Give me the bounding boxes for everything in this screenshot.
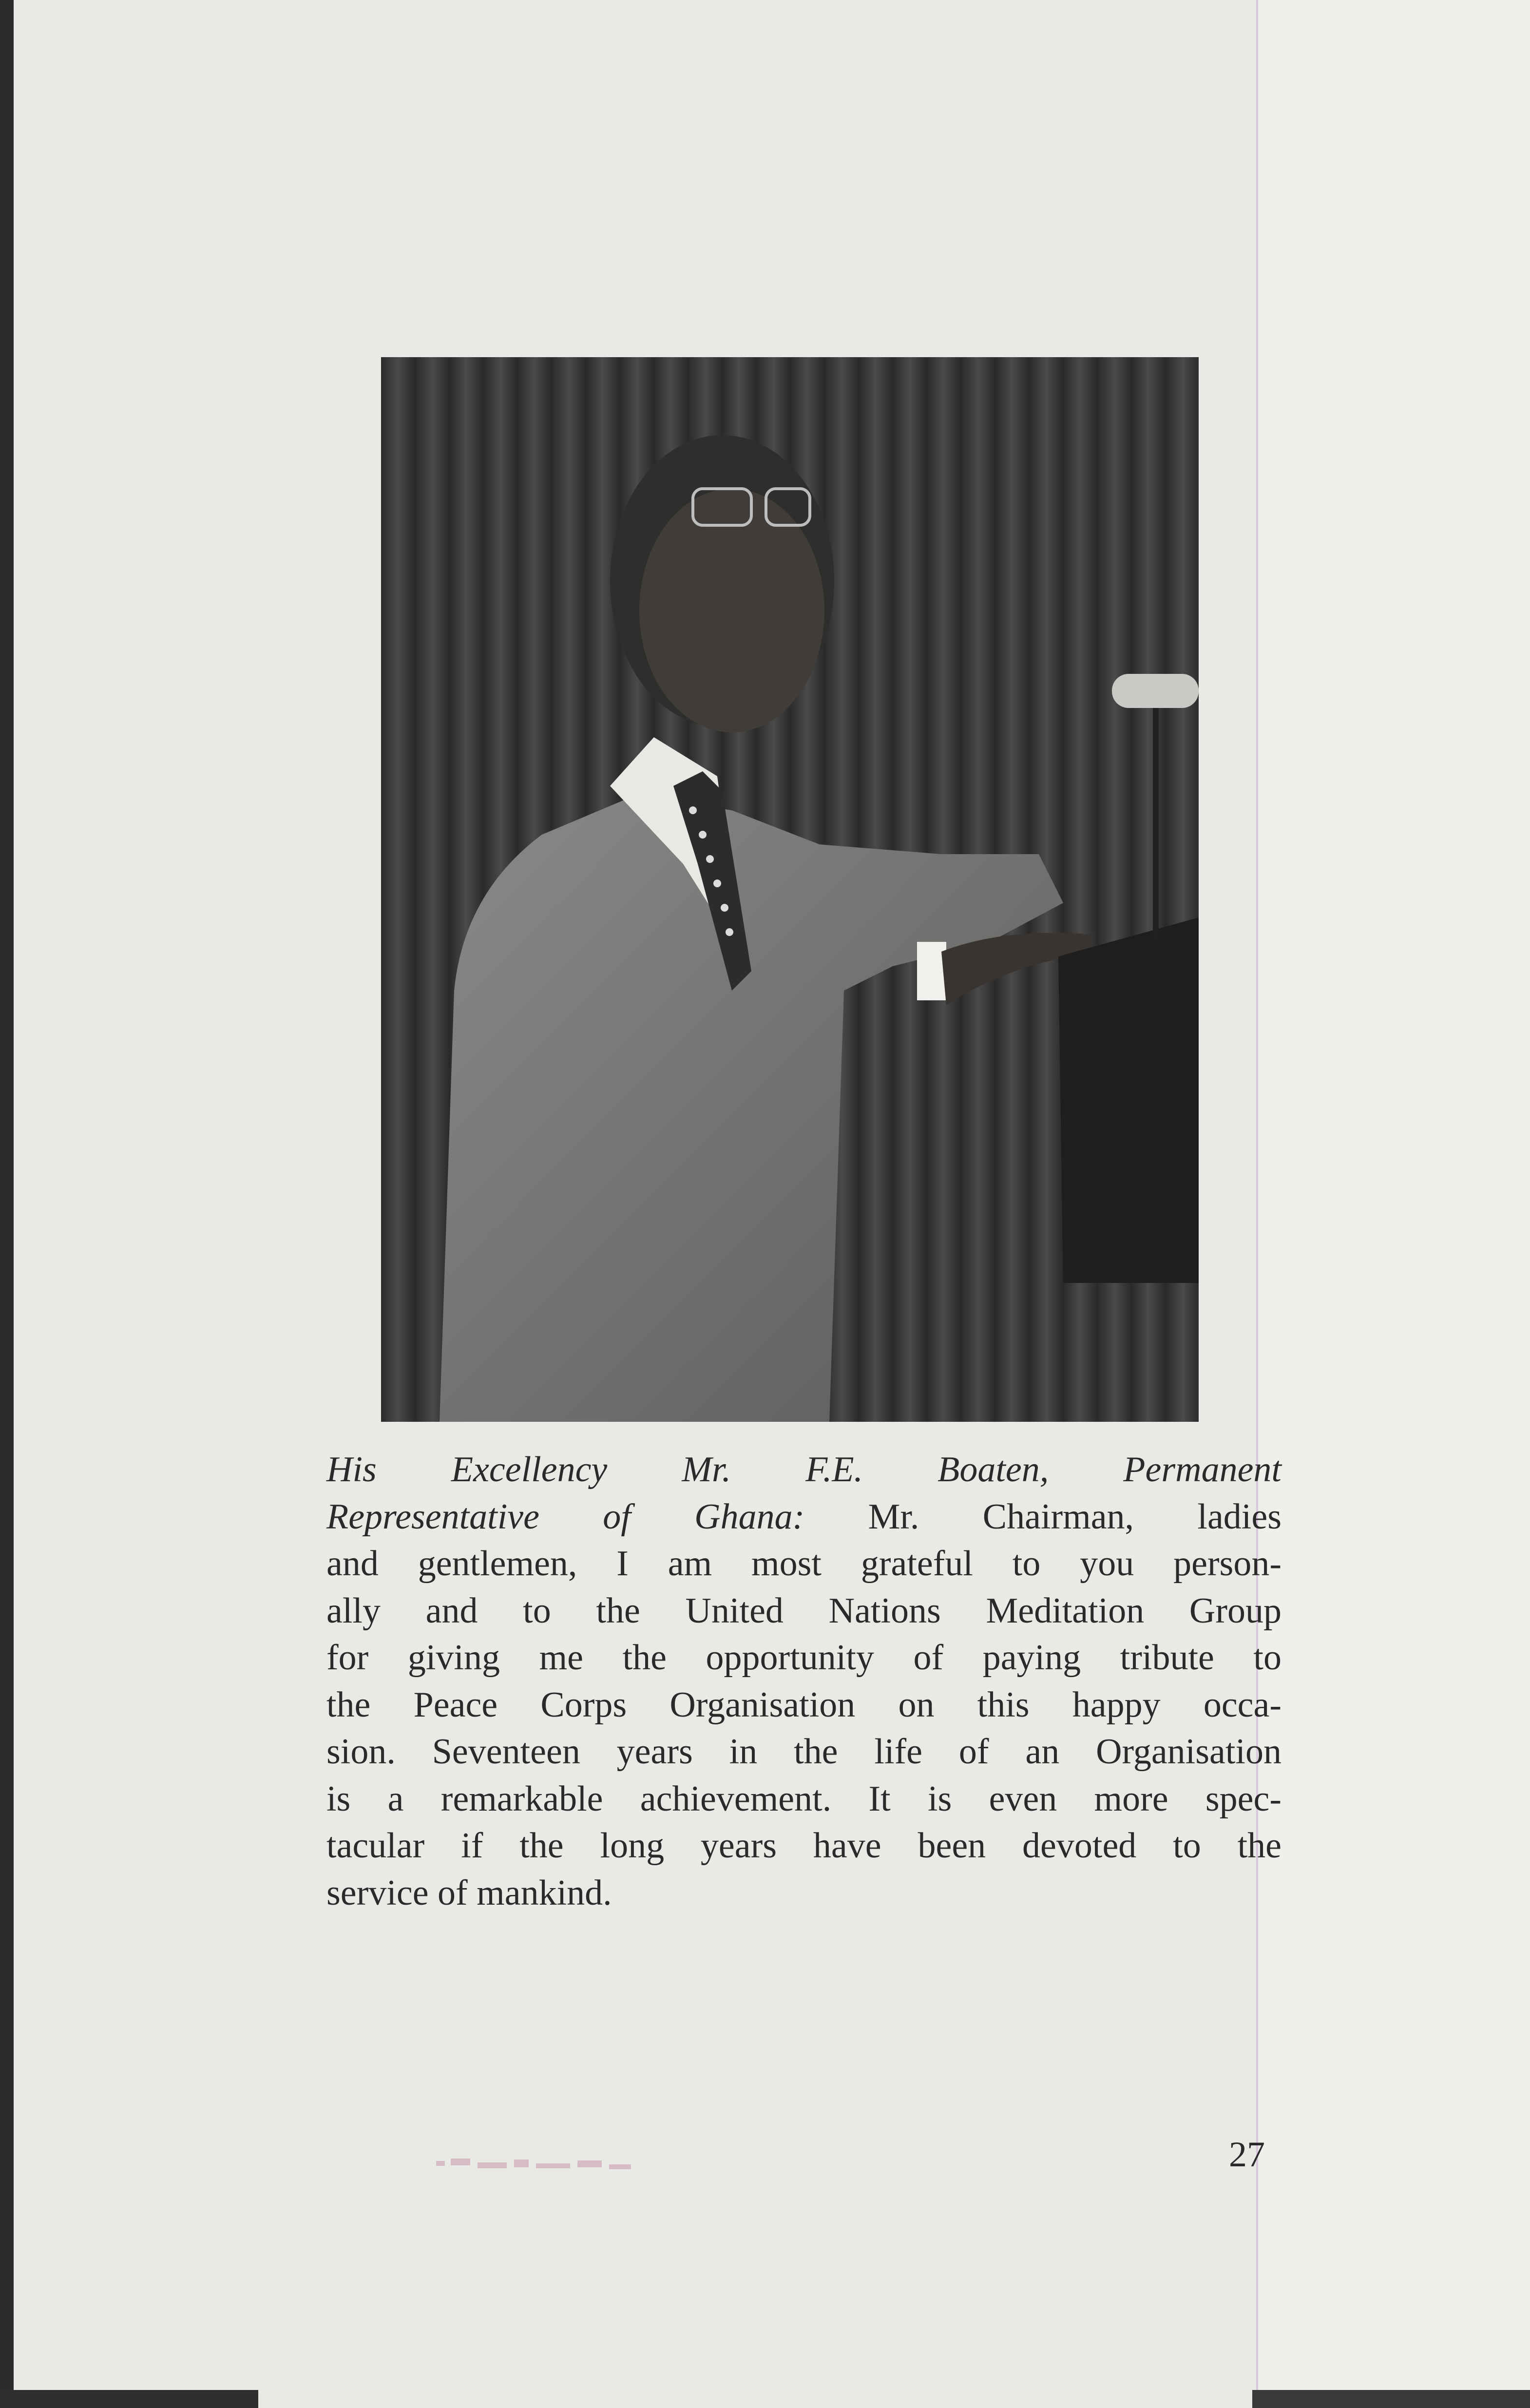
right-margin (1258, 0, 1530, 2390)
binding-edge (0, 0, 14, 2408)
bottom-edge-right (1252, 2390, 1530, 2408)
caption-line-8: is a remarkable achievement. It is even more spec- (326, 1778, 1281, 1819)
caption-line-7: sion. Seventeen years in the life of an Organisation (326, 1732, 1281, 1772)
caption-line-2 (326, 1493, 1281, 1541)
caption-line-9: tacular if the long years have been devoted to the (326, 1826, 1281, 1866)
bottom-edge-left (0, 2390, 258, 2408)
caption-line-10: service of mankind. (326, 1873, 612, 1913)
speaker-title: Representative of Ghana: (326, 1496, 805, 1537)
caption-line-1 (326, 1446, 1281, 1493)
caption-line-2-rest: Mr. Chairman, ladies (804, 1496, 1281, 1537)
speaker-photograph (381, 357, 1199, 1422)
speech-caption (326, 1446, 1281, 1916)
ink-smudge (436, 2154, 641, 2178)
caption-line-4: ally and to the United Nations Meditation Group (326, 1590, 1281, 1631)
fold-line (1256, 0, 1258, 2390)
page-number: 27 (1229, 2135, 1265, 2175)
speaker-name: His Excellency Mr. F.E. Boaten, Permanent (326, 1450, 1281, 1490)
caption-line-5: for giving me the opportunity of paying tribute to (326, 1638, 1281, 1678)
caption-line-6: the Peace Corps Organisation on this happy occa- (326, 1684, 1281, 1725)
caption-line-3: and gentlemen, I am most grateful to you person- (326, 1544, 1281, 1584)
